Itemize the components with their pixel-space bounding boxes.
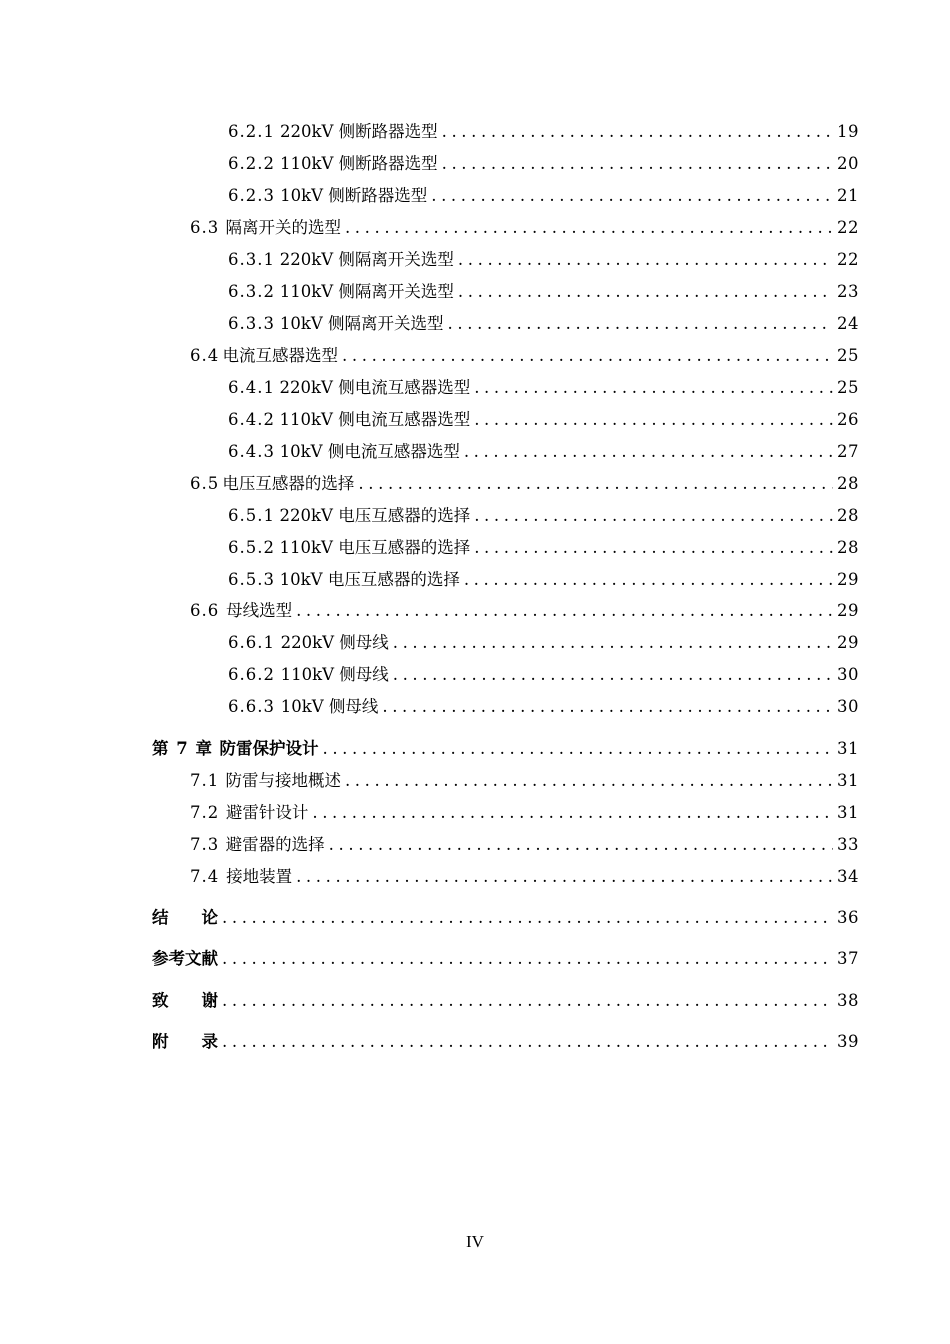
- toc-leader-dots: [460, 438, 833, 466]
- toc-leader-dots: [218, 1028, 833, 1056]
- toc-leader-dots: [427, 182, 833, 210]
- toc-entry-number: 6.4.2: [228, 410, 275, 429]
- toc-entry[interactable]: [190, 597, 859, 625]
- toc-entry[interactable]: [228, 406, 859, 434]
- toc-leader-dots: [341, 214, 833, 242]
- toc-entry-page: 28: [837, 538, 859, 557]
- toc-entry-title: 220kV 侧断路器选型: [279, 122, 438, 141]
- toc-leader-dots: [218, 987, 833, 1015]
- toc-entry-title: 220kV 电压互感器的选择: [279, 506, 471, 525]
- toc-leader-dots: [438, 150, 833, 178]
- toc-entry-page: 20: [837, 154, 859, 173]
- toc-entry-number: 6.4.1: [228, 378, 275, 397]
- toc-entry-number: 6.6.1: [228, 633, 275, 652]
- toc-entry-page: 34: [837, 867, 859, 886]
- toc-entry[interactable]: [228, 246, 859, 274]
- toc-entry[interactable]: [228, 534, 859, 562]
- toc-entry-number: 6.5.2: [228, 538, 275, 557]
- toc-entry[interactable]: [228, 438, 859, 466]
- toc-entry[interactable]: [228, 150, 859, 178]
- toc-entry-page: 22: [837, 218, 859, 237]
- toc-leader-dots: [438, 118, 833, 146]
- toc-entry-title: 110kV 电压互感器的选择: [279, 538, 471, 557]
- page-number: IV: [466, 1232, 484, 1251]
- toc-entry-title: 防雷保护设计: [219, 739, 319, 758]
- toc-leader-dots: [389, 629, 833, 657]
- toc-entry-title: 10kV 侧母线: [280, 697, 379, 716]
- toc-entry-title: 电压互感器的选择: [222, 474, 355, 493]
- toc-entry-page: 21: [837, 186, 859, 205]
- toc-entry-page: 36: [837, 908, 859, 927]
- toc-entry-title: 结 论: [152, 908, 218, 927]
- toc-entry-number: 6.2.3: [228, 186, 275, 205]
- toc-entry-title: 110kV 侧电流互感器选型: [279, 410, 471, 429]
- toc-leader-dots: [470, 502, 833, 530]
- toc-entry-page: 39: [837, 1032, 859, 1051]
- toc-entry-title: 10kV 侧断路器选型: [280, 186, 428, 205]
- toc-chapter-entry[interactable]: [152, 735, 859, 763]
- toc-entry-title: 220kV 侧母线: [280, 633, 389, 652]
- toc-entry-number: 7.2: [190, 803, 220, 822]
- toc-entry-number: 6.3.2: [228, 282, 275, 301]
- toc-entry-page: 37: [837, 949, 859, 968]
- toc-entry-title: 避雷针设计: [225, 803, 309, 822]
- toc-entry[interactable]: [228, 566, 859, 594]
- toc-entry-page: 23: [837, 282, 859, 301]
- toc-entry-title: 电流互感器选型: [222, 346, 339, 365]
- toc-entry-number: 6.2.2: [228, 154, 275, 173]
- toc-entry[interactable]: [190, 831, 859, 859]
- toc-leader-dots: [470, 374, 833, 402]
- toc-entry-title: 避雷器的选择: [225, 835, 325, 854]
- toc-entry[interactable]: [228, 182, 859, 210]
- toc-entry-number: 6.5: [190, 474, 220, 493]
- toc-leader-dots: [460, 566, 833, 594]
- toc-entry-number: 7.3: [190, 835, 220, 854]
- toc-entry-number: 第 7 章: [152, 739, 213, 758]
- toc-entry[interactable]: [190, 799, 859, 827]
- toc-entry-title: 10kV 电压互感器的选择: [279, 570, 460, 589]
- toc-entry[interactable]: [228, 118, 859, 146]
- toc-entry-page: 31: [837, 803, 859, 822]
- toc-leader-dots: [318, 735, 833, 763]
- toc-entry-title: 母线选型: [226, 601, 293, 620]
- toc-entry[interactable]: [228, 278, 859, 306]
- toc-entry-number: 6.6.3: [228, 697, 275, 716]
- toc-entry-page: 33: [837, 835, 859, 854]
- toc-entry-number: 6.3.3: [228, 314, 275, 333]
- toc-entry-number: 7.1: [190, 771, 220, 790]
- toc-entry-title: 致 谢: [152, 991, 218, 1010]
- toc-entry-page: 29: [837, 601, 859, 620]
- toc-leader-dots: [470, 406, 833, 434]
- toc-entry[interactable]: [228, 693, 859, 721]
- toc-entry[interactable]: [228, 310, 859, 338]
- toc-leader-dots: [292, 863, 833, 891]
- toc-entry-page: 29: [837, 633, 859, 652]
- toc-entry-page: 28: [837, 474, 859, 493]
- toc-leader-dots: [378, 693, 833, 721]
- toc-entry-page: 27: [837, 442, 859, 461]
- toc-entry-title: 10kV 侧电流互感器选型: [279, 442, 460, 461]
- toc-leader-dots: [389, 661, 833, 689]
- toc-entry-title: 防雷与接地概述: [225, 771, 341, 790]
- toc-entry[interactable]: [228, 629, 859, 657]
- toc-entry-title: 接地装置: [226, 867, 293, 886]
- toc-entry-page: 19: [837, 122, 859, 141]
- toc-chapter-entry[interactable]: [152, 945, 859, 973]
- toc-entry-page: 31: [837, 771, 859, 790]
- toc-entry-number: 6.5.3: [228, 570, 275, 589]
- toc-chapter-entry[interactable]: [152, 1028, 859, 1056]
- toc-entry-title: 参考文献: [152, 949, 218, 968]
- toc-entry-page: 26: [837, 410, 859, 429]
- toc-entry-page: 30: [837, 697, 859, 716]
- toc-entry-page: 28: [837, 506, 859, 525]
- toc-chapter-entry[interactable]: [152, 987, 859, 1015]
- toc-leader-dots: [218, 904, 833, 932]
- toc-entry-title: 110kV 侧母线: [280, 665, 389, 684]
- toc-entry-number: 6.3.1: [228, 250, 275, 269]
- toc-leader-dots: [341, 767, 833, 795]
- toc-entry-title: 220kV 侧电流互感器选型: [279, 378, 471, 397]
- toc-entry-title: 10kV 侧隔离开关选型: [279, 314, 444, 333]
- toc-leader-dots: [325, 831, 833, 859]
- toc-entry-number: 6.5.1: [228, 506, 275, 525]
- toc-leader-dots: [454, 246, 833, 274]
- toc-leader-dots: [338, 342, 833, 370]
- toc-leader-dots: [218, 945, 833, 973]
- toc-entry-title: 110kV 侧隔离开关选型: [279, 282, 454, 301]
- toc-entry-page: 24: [837, 314, 859, 333]
- toc-entry-number: 6.6.2: [228, 665, 275, 684]
- toc-leader-dots: [308, 799, 833, 827]
- toc-entry-page: 25: [837, 346, 859, 365]
- toc-entry-page: 29: [837, 570, 859, 589]
- toc-leader-dots: [292, 597, 833, 625]
- toc-entry-page: 22: [837, 250, 859, 269]
- toc-leader-dots: [470, 534, 833, 562]
- toc-entry-title: 隔离开关的选型: [225, 218, 341, 237]
- toc-entry-title: 220kV 侧隔离开关选型: [279, 250, 454, 269]
- toc-leader-dots: [354, 470, 833, 498]
- toc-entry-page: 30: [837, 665, 859, 684]
- toc-leader-dots: [444, 310, 833, 338]
- toc-entry[interactable]: [190, 470, 859, 498]
- toc-entry-number: 6.2.1: [228, 122, 275, 141]
- toc-entry[interactable]: [228, 661, 859, 689]
- toc-entry-number: 6.4: [190, 346, 220, 365]
- toc-entry[interactable]: [190, 342, 859, 370]
- toc-entry-page: 31: [837, 739, 859, 758]
- toc-entry[interactable]: [190, 767, 859, 795]
- toc-entry-number: 6.3: [190, 218, 220, 237]
- toc-entry-title: 110kV 侧断路器选型: [279, 154, 438, 173]
- toc-chapter-entry[interactable]: [152, 904, 859, 932]
- toc-entry-number: 7.4: [190, 867, 220, 886]
- toc-leader-dots: [454, 278, 833, 306]
- toc-entry-page: 38: [837, 991, 859, 1010]
- toc-entry[interactable]: [190, 863, 859, 891]
- toc-entry-number: 6.6: [190, 601, 220, 620]
- toc-entry[interactable]: [228, 374, 859, 402]
- toc-entry-title: 附 录: [152, 1032, 218, 1051]
- toc-entry[interactable]: [190, 214, 859, 242]
- toc-entry-page: 25: [837, 378, 859, 397]
- toc-entry-number: 6.4.3: [228, 442, 275, 461]
- toc-entry[interactable]: [228, 502, 859, 530]
